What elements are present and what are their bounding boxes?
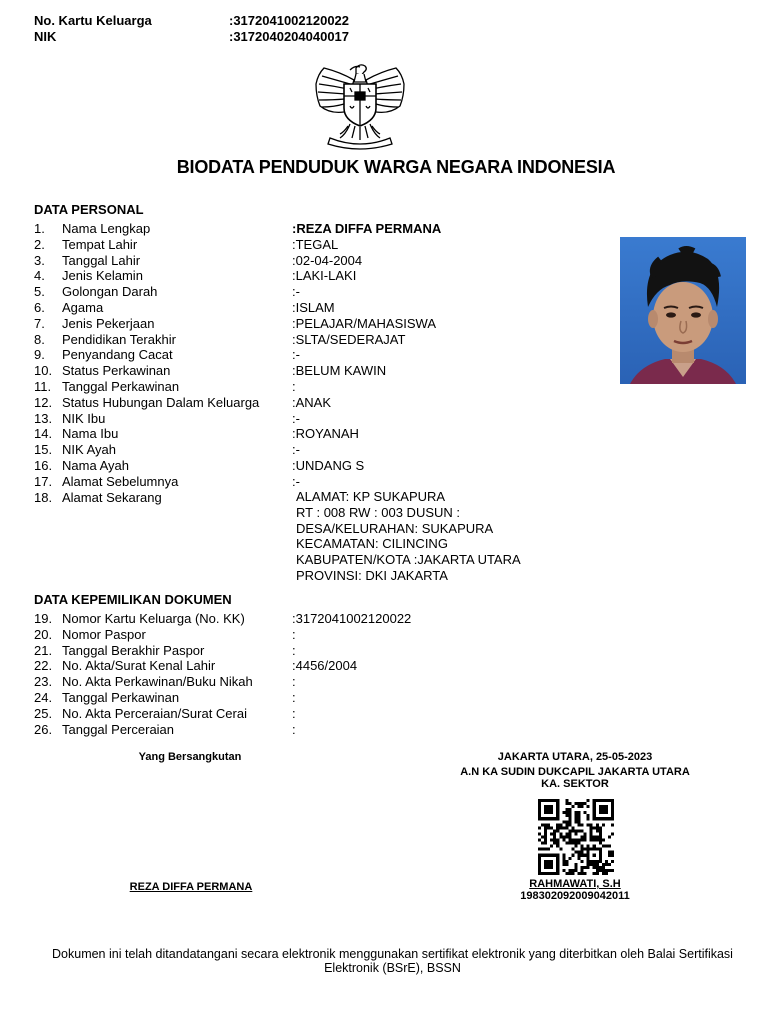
address-block (296, 489, 521, 584)
row-label: Tanggal Perkawinan (62, 690, 180, 705)
row-value: :3172041002120022 (292, 611, 412, 626)
row-value: :- (292, 347, 300, 363)
row-number: 15. (34, 442, 53, 458)
row-value: :- (292, 473, 300, 489)
row-label: Tanggal Berakhir Paspor (62, 642, 205, 658)
signatory-left-name: REZA DIFFA PERMANA (129, 881, 253, 893)
garuda-emblem-icon (310, 62, 410, 150)
row-number: 26. (34, 721, 53, 737)
row-number: 21. (34, 642, 53, 658)
row-number: 9. (34, 347, 45, 363)
row-label: No. Akta/Surat Kenal Lahir (62, 658, 216, 674)
address-line: RT : 008 RW : 003 DUSUN : (296, 504, 461, 520)
row-label: No. Akta Perceraian/Surat Cerai (62, 705, 247, 721)
row-value: : (292, 642, 296, 658)
row-number: 11. (34, 379, 52, 394)
row-number: 17. (34, 473, 53, 489)
row-value: : (292, 705, 296, 721)
row-label: Nama Ayah (62, 458, 129, 473)
row-value: : (292, 721, 296, 737)
row-label: Alamat Sebelumnya (62, 473, 179, 489)
row-value: :REZA DIFFA PERMANA (292, 221, 442, 236)
row-value: : (292, 690, 296, 705)
row-value: : (292, 674, 296, 690)
row-value: :ROYANAH (292, 426, 359, 442)
row-number: 18. (34, 489, 53, 505)
row-number: 14. (34, 426, 53, 442)
row-label: Tanggal Lahir (62, 252, 141, 268)
row-label: Jenis Pekerjaan (62, 315, 155, 331)
signatory-left-heading: Yang Bersangkutan (138, 751, 242, 763)
row-value: : (292, 626, 296, 642)
address-line: KECAMATAN: CILINCING (296, 536, 448, 552)
row-number: 25. (34, 705, 53, 721)
row-value: :TEGAL (292, 236, 339, 252)
address-line: DESA/KELURAHAN: SUKAPURA (296, 520, 494, 536)
row-number: 20. (34, 626, 53, 642)
row-label: Status Hubungan Dalam Keluarga (62, 394, 260, 410)
qr-code-icon (538, 799, 614, 875)
row-number: 5. (34, 284, 45, 300)
row-label: Penyandang Cacat (62, 347, 173, 363)
row-value: :02-04-2004 (292, 252, 363, 268)
row-label: Tempat Lahir (62, 236, 138, 252)
row-value: :- (292, 284, 300, 300)
row-label: Nomor Paspor (62, 626, 146, 642)
row-label: Jenis Kelamin (62, 268, 143, 284)
row-label: Golongan Darah (62, 284, 158, 300)
kk-label: No. Kartu Keluarga (34, 13, 152, 28)
row-number: 16. (34, 458, 53, 473)
signatory-right-name: RAHMAWATI, S.H (529, 878, 621, 890)
row-number: 22. (34, 658, 53, 674)
row-value: :SLTA/SEDERAJAT (292, 331, 406, 347)
row-value: :ANAK (292, 394, 332, 410)
row-label: Pendidikan Terakhir (62, 331, 176, 347)
row-value: :PELAJAR/MAHASISWA (292, 315, 436, 331)
row-value: :UNDANG S (292, 458, 365, 473)
row-label: Nomor Kartu Keluarga (No. KK) (62, 611, 245, 626)
footer-note: Dokumen ini telah ditandatangani secara elektronik menggunakan sertifikat elektronik yang diterbitkan oleh Balai Sertifikasi Elektronik (BSrE), BSSN (52, 947, 733, 975)
row-number: 2. (34, 236, 45, 252)
row-number: 7. (34, 315, 45, 331)
row-value: :ISLAM (292, 300, 335, 315)
row-label: Alamat Sekarang (62, 489, 162, 505)
row-value: :BELUM KAWIN (292, 363, 387, 379)
address-line: ALAMAT: KP SUKAPURA (296, 489, 446, 504)
row-number: 8. (34, 331, 45, 347)
row-label: Tanggal Perkawinan (62, 379, 180, 394)
row-number: 23. (34, 674, 53, 690)
section-personal-heading: DATA PERSONAL (34, 202, 144, 217)
row-number: 19. (34, 611, 53, 626)
row-label: Nama Lengkap (62, 221, 151, 236)
row-number: 12. (34, 394, 53, 410)
row-label: Status Perkawinan (62, 363, 171, 379)
address-line: PROVINSI: DKI JAKARTA (296, 567, 448, 583)
nik-value: :3172040204040017 (229, 29, 350, 44)
sign-office: A.N KA SUDIN DUKCAPIL JAKARTA UTARA (460, 766, 690, 778)
document-title: BIODATA PENDUDUK WARGA NEGARA INDONESIA (176, 157, 616, 177)
signatory-right-nip: 198302092009042011 (520, 890, 630, 902)
row-label: Nama Ibu (62, 426, 119, 442)
sign-position: KA. SEKTOR (541, 778, 609, 790)
row-label: No. Akta Perkawinan/Buku Nikah (62, 674, 253, 690)
row-number: 3. (34, 252, 45, 268)
row-value: :LAKI-LAKI (292, 268, 357, 284)
nik-label: NIK (34, 29, 57, 44)
row-label: NIK Ibu (62, 410, 106, 426)
person-photo (620, 237, 746, 384)
row-number: 4. (34, 268, 45, 284)
row-number: 6. (34, 300, 45, 315)
row-number: 24. (34, 690, 53, 705)
row-value: :4456/2004 (292, 658, 358, 674)
kk-value: :3172041002120022 (229, 13, 350, 28)
sign-place-date: JAKARTA UTARA, 25-05-2023 (497, 751, 653, 763)
row-number: 1. (34, 221, 45, 236)
section-documents-heading: DATA KEPEMILIKAN DOKUMEN (34, 592, 232, 607)
row-value: :- (292, 410, 300, 426)
row-label: Agama (62, 300, 104, 315)
row-number: 13. (34, 410, 53, 426)
row-number: 10. (34, 363, 53, 379)
row-label: NIK Ayah (62, 442, 116, 458)
address-line: KABUPATEN/KOTA :JAKARTA UTARA (296, 552, 521, 568)
row-label: Tanggal Perceraian (62, 721, 175, 737)
row-value: : (292, 379, 296, 394)
row-value: :- (292, 442, 300, 458)
